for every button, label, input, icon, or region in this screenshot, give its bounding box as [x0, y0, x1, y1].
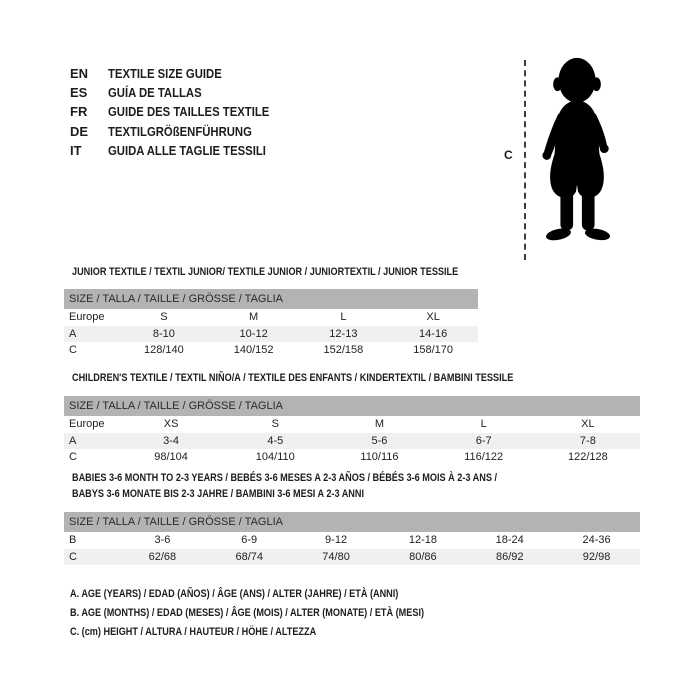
cell: 6-9	[241, 534, 258, 547]
cell: 24-36	[582, 534, 611, 547]
table-row-age	[64, 433, 640, 450]
cell: 8-10	[152, 327, 175, 340]
table-header: SIZE / TALLA / TAILLE / GRÖSSE / TAGLIA	[64, 289, 478, 309]
babies-size-table	[64, 512, 640, 565]
language-label: TEXTILGRÖßENFÜHRUNG	[108, 123, 252, 139]
table-row-height	[64, 342, 478, 359]
cell: 18-24	[495, 534, 524, 547]
language-code: DE	[70, 123, 89, 139]
children-section-title: CHILDREN'S TEXTILE / TEXTIL NIÑO/A / TEXTILE DES ENFANTS / KINDERTEXTIL / BAMBINI TESSILE	[72, 372, 514, 384]
language-label: TEXTILE SIZE GUIDE	[108, 66, 222, 81]
cell: 7-8	[579, 434, 596, 447]
cell: 92/98	[582, 550, 611, 563]
figure-block	[500, 52, 675, 267]
cell: 6-7	[475, 434, 492, 447]
legend-note-a: A. AGE (YEARS) / EDAD (AÑOS) / ÂGE (ANS) / ALTER (JAHRE) / ETÀ (ANNI)	[70, 588, 399, 600]
row-label: C	[69, 550, 77, 563]
cell: 3-6	[154, 534, 171, 547]
cell: 62/68	[148, 550, 177, 563]
table-header: SIZE / TALLA / TAILLE / GRÖSSE / TAGLIA	[64, 396, 640, 416]
table-row-europe	[64, 416, 640, 433]
cell: 98/104	[154, 451, 188, 464]
language-row-es	[70, 85, 293, 104]
babies-section-title-line2: BABYS 3-6 MONATE BIS 2-3 JAHRE / BAMBINI 3-6 MESI A 2-3 ANNI	[72, 488, 365, 500]
cell: S	[271, 418, 279, 431]
cell: 140/152	[233, 344, 274, 357]
cell: 80/86	[409, 550, 437, 563]
cell: 116/122	[464, 451, 504, 464]
language-code: EN	[70, 66, 89, 81]
table-header-row	[64, 512, 640, 532]
language-code: FR	[70, 104, 88, 120]
cell: 68/74	[235, 550, 263, 563]
cell: XL	[581, 418, 595, 431]
table-row-age-months	[64, 532, 640, 549]
table-row-height	[64, 449, 640, 466]
language-code: IT	[70, 142, 82, 158]
language-label: GUIDE DES TAILLES TEXTILE	[108, 104, 270, 120]
cell: 14-16	[419, 327, 448, 340]
table-header-row	[64, 289, 478, 309]
cell: S	[160, 311, 168, 324]
cell: L	[480, 418, 487, 431]
cell: 3-4	[163, 434, 180, 447]
row-label: A	[69, 434, 77, 447]
children-size-table	[64, 396, 640, 466]
language-row-de	[70, 124, 293, 143]
table-row-age	[64, 326, 478, 343]
babies-section-title-line1: BABIES 3-6 MONTH TO 2-3 YEARS / BEBÉS 3-6 MESES A 2-3 AÑOS / BÉBÉS 3-6 MOIS À 2-3 ANS /	[72, 472, 497, 484]
language-row-en	[70, 66, 293, 85]
cell: 86/92	[495, 550, 524, 563]
cell: 12-13	[329, 327, 358, 340]
cell: 152/158	[323, 344, 364, 357]
language-list	[70, 66, 293, 162]
row-label: B	[69, 534, 77, 547]
cell: 5-6	[371, 434, 388, 447]
cell: XL	[426, 311, 440, 324]
cell: 12-18	[408, 534, 437, 547]
table-row-height	[64, 549, 640, 566]
row-label: Europe	[69, 311, 105, 324]
cell: 4-5	[267, 434, 284, 447]
cell: 128/140	[143, 344, 184, 357]
cell: M	[374, 418, 385, 431]
cell: M	[249, 311, 259, 324]
height-measure-line	[524, 60, 526, 260]
cell: 122/128	[567, 451, 608, 464]
language-label: GUÍA DE TALLAS	[108, 85, 202, 101]
legend-note-c: C. (cm) HEIGHT / ALTURA / HAUTEUR / HÖHE / ALTEZZA	[70, 626, 317, 638]
cell: XS	[163, 418, 179, 431]
legend-note-b: B. AGE (MONTHS) / EDAD (MESES) / ÂGE (MOIS) / ALTER (MONATE) / ETÀ (MESI)	[70, 607, 425, 619]
row-label: A	[69, 327, 77, 340]
legend-notes	[70, 588, 497, 645]
junior-size-table	[64, 289, 478, 359]
language-row-fr	[70, 104, 293, 123]
language-code: ES	[70, 85, 88, 101]
cell: 104/110	[255, 451, 295, 464]
cell: 9-12	[325, 534, 348, 547]
height-measure-label: C	[504, 148, 513, 162]
cell: L	[340, 311, 347, 324]
baby-silhouette-icon	[533, 55, 621, 250]
table-header: SIZE / TALLA / TAILLE / GRÖSSE / TAGLIA	[64, 512, 640, 532]
cell: 10-12	[239, 327, 268, 340]
table-header-row	[64, 396, 640, 416]
cell: 74/80	[322, 550, 350, 563]
row-label: Europe	[69, 418, 105, 431]
cell: 158/170	[413, 344, 453, 357]
language-row-it	[70, 143, 293, 162]
junior-section-title: JUNIOR TEXTILE / TEXTIL JUNIOR/ TEXTILE JUNIOR / JUNIORTEXTIL / JUNIOR TESSILE	[72, 266, 459, 278]
cell: 110/116	[360, 451, 399, 464]
row-label: C	[69, 451, 77, 464]
row-label: C	[69, 344, 77, 357]
language-label: GUIDA ALLE TAGLIE TESSILI	[108, 142, 266, 158]
table-row-europe	[64, 309, 478, 326]
